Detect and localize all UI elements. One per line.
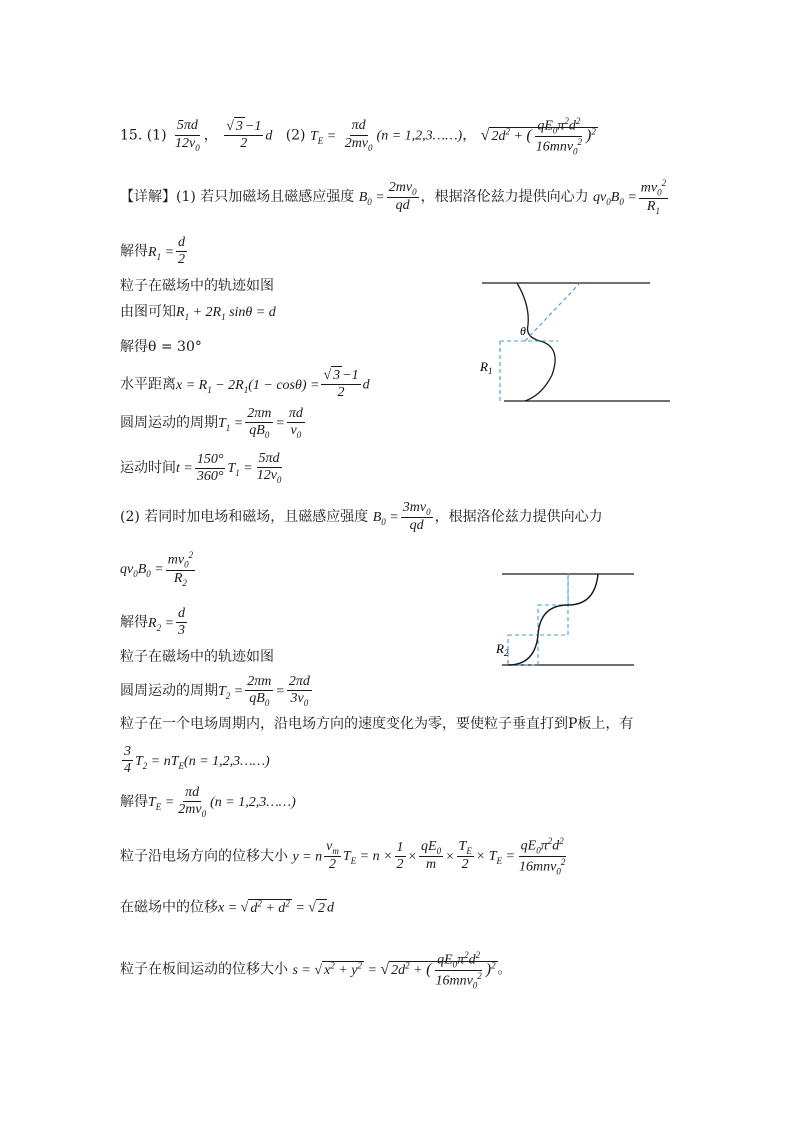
detail-line-5: 解得θ = 30° [120,339,202,355]
detail-line-2: 解得$R_1$ = $\frac{d}{2}$ [120,235,186,268]
part1-label: (1) [146,127,167,144]
trajectory-figure-1 [470,275,670,415]
part2-label: (2) [285,127,306,144]
detail-line-15: $\frac{3}{4}$ $T_2 = nT_E(n$ = 1,2,3……) [124,744,270,777]
detail-line-16: 解得$T_E$ = $\frac{\pi d}{2mv_0}$ (n = 1,2,3……) [120,785,296,819]
detail-line-18: 在磁场中的位移x = √ $d^2 + d^2$ = √ 2 d [120,898,334,916]
detail-line-13: 圆周运动的周期$T_2$ = $\frac{2\pi m}{qB_0}$ = $\frac{2\pi d}{3v_0}$ [120,674,310,708]
answer-line: 15. (1) $\frac{5\pi d}{12v_0}$ ， $\frac{√ 3 -1}{2}$ d (2) $T_E$ = $\frac{\pi d}{2mv_0}$ (n = 1,2,3……)， √ $2d^2$ + ( $\frac{qE_0\pi^2d^2}{16mnv_0^2}$ )$^2$ [120,116,596,157]
detail-line-11: 解得$R_2$ = $\frac{d}{3}$ [120,606,186,639]
answer-time-fraction: $\frac{5\pi d}{12v_0}$ [175,118,200,153]
detail-line-8: 运动时间t = $\frac{150^\circ}{360^\circ}$ $T_1$ = $\frac{5\pi d}{12v_0}$ [120,451,282,485]
r1-label: $R_1$ [480,359,493,376]
detail-line-1: 【详解】(1) 若只加磁场且磁感应强度 $B_0$ = $\frac{2mv_0}{qd}$ ，根据洛伦兹力提供向心力 $qv_0B_0$ = $\frac{mv_0^2}{R_1}$ [120,178,667,216]
answer-displacement: √ $2d^2$ + ( $\frac{qE_0\pi^2d^2}{16mnv_0^2}$ )$^2$ [480,116,596,157]
detail-line-12: 粒子在磁场中的轨迹如图 [120,649,274,665]
trajectory-figure-2 [490,565,660,675]
detail-line-9: (2) 若同时加电场和磁场，且磁感应强度 $B_0$ = $\frac{3mv_0}{qd}$ ，根据洛伦兹力提供向心力 [120,500,603,534]
theta-label: θ [520,324,526,338]
detail-tag: 【详解】 [120,188,176,205]
detail-line-17: 粒子沿电场方向的位移大小 y = n $\frac{v_m}{2}$ $T_E = n$ × $\frac{1}{2}$ × $\frac{qE_0}{m}$ × $\frac{T_E}{2}$ × $T_E$ = $\frac{qE_0\pi^2d^2}{16mnv_0^2}$ [120,836,566,877]
detail-line-7: 圆周运动的周期$T_1$ = $\frac{2\pi m}{qB_0}$ = $\frac{\pi d}{v_0}$ [120,406,303,440]
detail-line-4: 由图可知$R_1 + 2R_1$ sinθ = d [120,304,276,322]
detail-line-10: $qv_0B_0$ = $\frac{mv_0^2}{R_2}$ [120,550,194,588]
question-number: 15. [120,127,143,144]
answer-distance-fraction: $\frac{√ 3 -1}{2}$ [226,118,262,152]
detail-line-3: 粒子在磁场中的轨迹如图 [120,278,274,294]
r2-label: $R_2$ [496,641,509,658]
detail-line-6: 水平距离$x = R_1 - 2R_1(1 - \cos\theta)$ = $\frac{√ 3 -1}{2}$ d [120,368,370,401]
detail-line-19: 粒子在板间运动的位移大小 s = √ $x^2 + y^2$ = √ $2d^2$ + ( $\frac{qE_0\pi^2d^2}{16mnv_0^2}$ )$^2$ 。 [120,950,512,991]
detail-line-14: 粒子在一个电场周期内，沿电场方向的速度变化为零，要使粒子垂直打到P板上，有 [120,716,634,732]
